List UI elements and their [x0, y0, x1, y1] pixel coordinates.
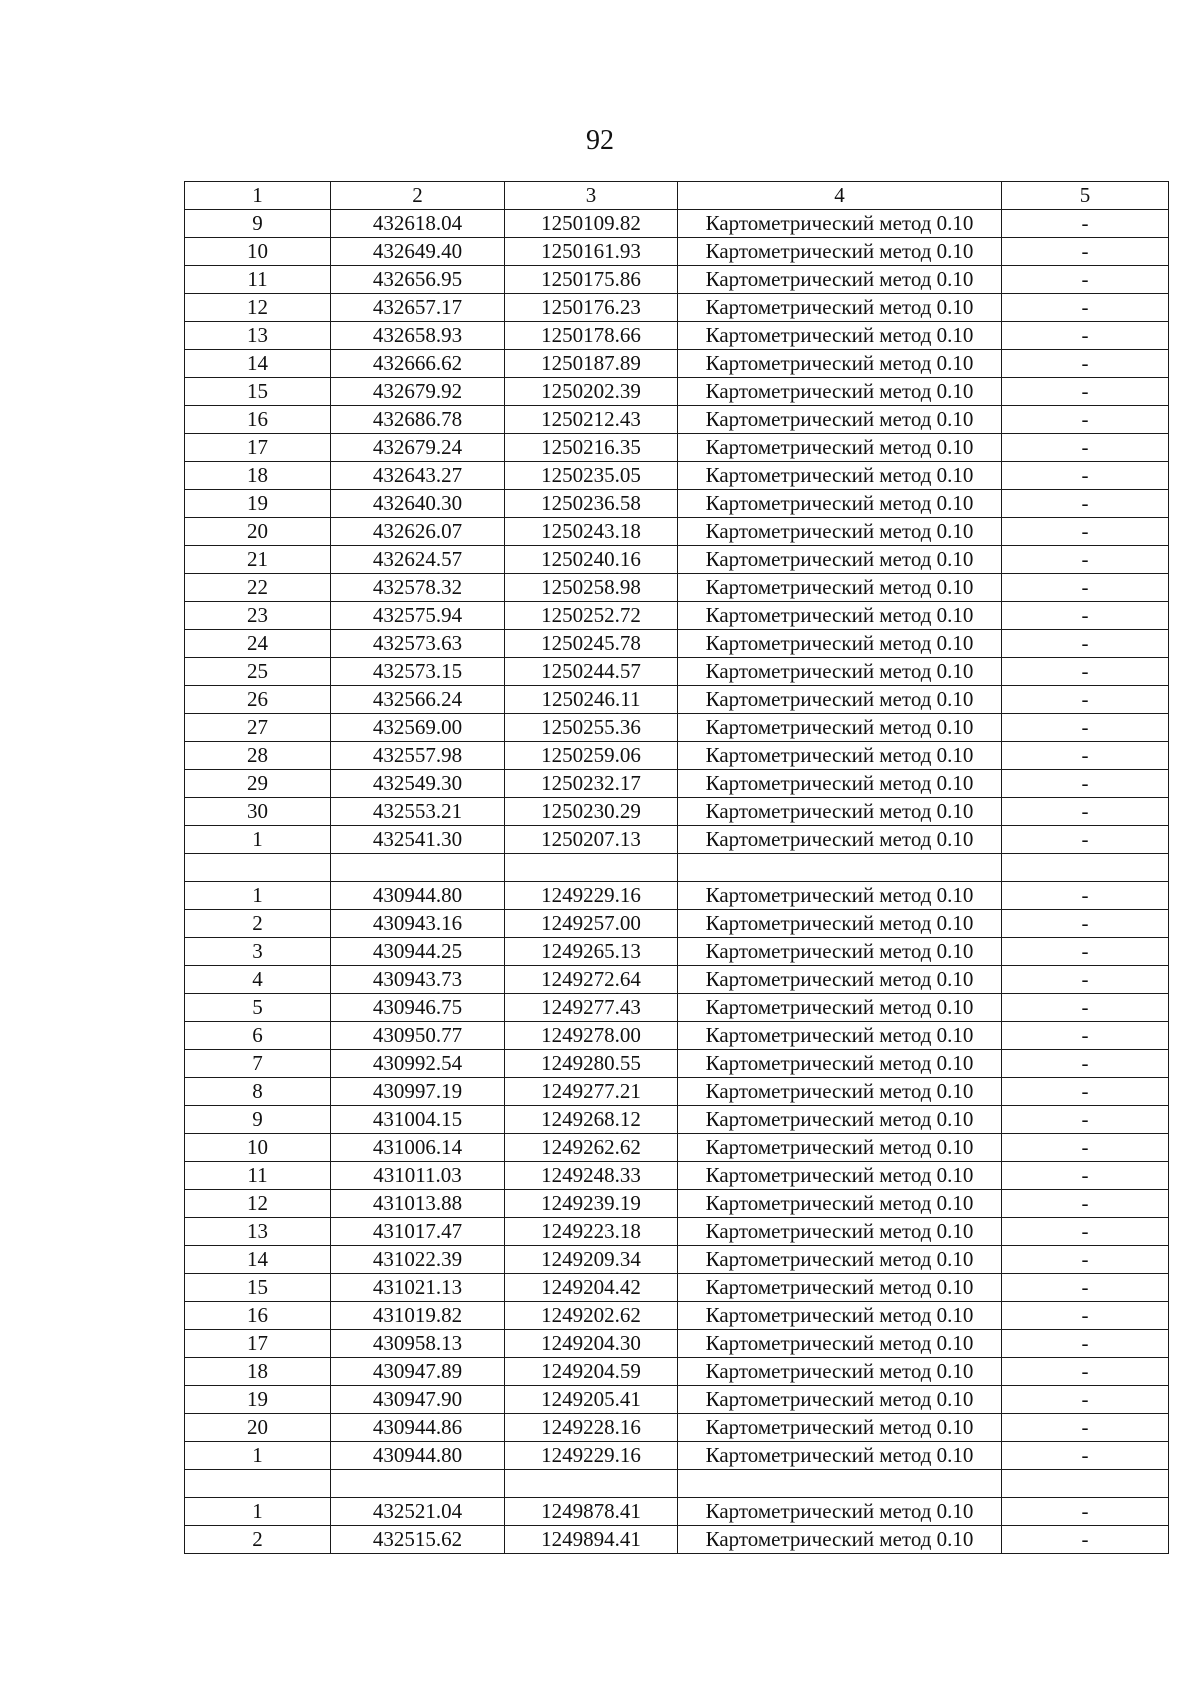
point-number-cell: 18 [185, 1358, 331, 1386]
x-coordinate-cell: 431022.39 [331, 1246, 505, 1274]
table-row [185, 490, 1169, 518]
note-cell: - [1002, 686, 1169, 714]
y-coordinate-cell: 1250212.43 [505, 406, 678, 434]
point-number-cell: 7 [185, 1050, 331, 1078]
table-row [185, 350, 1169, 378]
x-coordinate-cell: 432658.93 [331, 322, 505, 350]
y-coordinate-cell: 1249248.33 [505, 1162, 678, 1190]
table-row [185, 406, 1169, 434]
table-row [185, 1498, 1169, 1526]
point-number-cell: 1 [185, 1498, 331, 1526]
method-cell: Картометрический метод 0.10 [678, 602, 1002, 630]
note-cell: - [1002, 1330, 1169, 1358]
point-number-cell: 8 [185, 1078, 331, 1106]
x-coordinate-cell: 432573.15 [331, 658, 505, 686]
x-coordinate-cell: 432578.32 [331, 574, 505, 602]
note-cell: - [1002, 1414, 1169, 1442]
note-cell: - [1002, 1386, 1169, 1414]
table-row [185, 1246, 1169, 1274]
point-number-cell: 22 [185, 574, 331, 602]
x-coordinate-cell: 430958.13 [331, 1330, 505, 1358]
method-cell: Картометрический метод 0.10 [678, 882, 1002, 910]
table-row [185, 1386, 1169, 1414]
x-coordinate-cell: 430947.89 [331, 1358, 505, 1386]
header-cell: 2 [331, 182, 505, 210]
note-cell: - [1002, 714, 1169, 742]
y-coordinate-cell: 1249280.55 [505, 1050, 678, 1078]
note-cell [1002, 1470, 1169, 1498]
y-coordinate-cell: 1250245.78 [505, 630, 678, 658]
method-cell: Картометрический метод 0.10 [678, 546, 1002, 574]
y-coordinate-cell: 1250230.29 [505, 798, 678, 826]
coordinates-table [184, 181, 1169, 1554]
point-number-cell: 15 [185, 378, 331, 406]
table-body [185, 182, 1169, 1554]
point-number-cell: 12 [185, 294, 331, 322]
note-cell: - [1002, 322, 1169, 350]
table-row [185, 826, 1169, 854]
x-coordinate-cell: 430992.54 [331, 1050, 505, 1078]
point-number-cell [185, 854, 331, 882]
y-coordinate-cell: 1249277.21 [505, 1078, 678, 1106]
y-coordinate-cell: 1249278.00 [505, 1022, 678, 1050]
method-cell: Картометрический метод 0.10 [678, 574, 1002, 602]
point-number-cell: 20 [185, 518, 331, 546]
point-number-cell: 17 [185, 434, 331, 462]
x-coordinate-cell: 431011.03 [331, 1162, 505, 1190]
table-row [185, 434, 1169, 462]
method-cell: Картометрический метод 0.10 [678, 1218, 1002, 1246]
note-cell: - [1002, 1134, 1169, 1162]
point-number-cell: 17 [185, 1330, 331, 1358]
note-cell: - [1002, 238, 1169, 266]
method-cell: Картометрический метод 0.10 [678, 434, 1002, 462]
note-cell: - [1002, 966, 1169, 994]
point-number-cell: 4 [185, 966, 331, 994]
y-coordinate-cell: 1250259.06 [505, 742, 678, 770]
x-coordinate-cell: 432521.04 [331, 1498, 505, 1526]
point-number-cell: 9 [185, 210, 331, 238]
x-coordinate-cell: 430997.19 [331, 1078, 505, 1106]
x-coordinate-cell: 431021.13 [331, 1274, 505, 1302]
point-number-cell: 24 [185, 630, 331, 658]
x-coordinate-cell: 432566.24 [331, 686, 505, 714]
method-cell: Картометрический метод 0.10 [678, 938, 1002, 966]
point-number-cell: 13 [185, 322, 331, 350]
table-header-row [185, 182, 1169, 210]
x-coordinate-cell: 432657.17 [331, 294, 505, 322]
table-row [185, 210, 1169, 238]
table-row [185, 1162, 1169, 1190]
method-cell: Картометрический метод 0.10 [678, 1414, 1002, 1442]
point-number-cell: 13 [185, 1218, 331, 1246]
method-cell [678, 854, 1002, 882]
point-number-cell: 29 [185, 770, 331, 798]
point-number-cell: 15 [185, 1274, 331, 1302]
method-cell: Картометрический метод 0.10 [678, 378, 1002, 406]
table-row [185, 546, 1169, 574]
y-coordinate-cell: 1249204.30 [505, 1330, 678, 1358]
y-coordinate-cell: 1250176.23 [505, 294, 678, 322]
y-coordinate-cell: 1250207.13 [505, 826, 678, 854]
x-coordinate-cell: 432640.30 [331, 490, 505, 518]
note-cell: - [1002, 770, 1169, 798]
x-coordinate-cell: 432515.62 [331, 1526, 505, 1554]
x-coordinate-cell [331, 854, 505, 882]
x-coordinate-cell: 432573.63 [331, 630, 505, 658]
note-cell: - [1002, 1302, 1169, 1330]
method-cell: Картометрический метод 0.10 [678, 1442, 1002, 1470]
method-cell: Картометрический метод 0.10 [678, 462, 1002, 490]
note-cell: - [1002, 1190, 1169, 1218]
y-coordinate-cell: 1249239.19 [505, 1190, 678, 1218]
table-row [185, 938, 1169, 966]
x-coordinate-cell: 432626.07 [331, 518, 505, 546]
x-coordinate-cell: 430944.86 [331, 1414, 505, 1442]
table-row [185, 1190, 1169, 1218]
y-coordinate-cell: 1249229.16 [505, 1442, 678, 1470]
point-number-cell: 5 [185, 994, 331, 1022]
method-cell: Картометрический метод 0.10 [678, 490, 1002, 518]
y-coordinate-cell: 1250236.58 [505, 490, 678, 518]
header-cell: 3 [505, 182, 678, 210]
x-coordinate-cell: 432656.95 [331, 266, 505, 294]
y-coordinate-cell: 1249223.18 [505, 1218, 678, 1246]
x-coordinate-cell: 432549.30 [331, 770, 505, 798]
note-cell: - [1002, 938, 1169, 966]
y-coordinate-cell: 1250178.66 [505, 322, 678, 350]
note-cell: - [1002, 742, 1169, 770]
x-coordinate-cell: 430946.75 [331, 994, 505, 1022]
y-coordinate-cell [505, 1470, 678, 1498]
x-coordinate-cell: 432679.24 [331, 434, 505, 462]
point-number-cell: 16 [185, 1302, 331, 1330]
table-row [185, 602, 1169, 630]
method-cell: Картометрический метод 0.10 [678, 798, 1002, 826]
y-coordinate-cell: 1250109.82 [505, 210, 678, 238]
x-coordinate-cell: 431013.88 [331, 1190, 505, 1218]
y-coordinate-cell: 1249277.43 [505, 994, 678, 1022]
x-coordinate-cell: 432686.78 [331, 406, 505, 434]
table-row [185, 1022, 1169, 1050]
table-row [185, 1358, 1169, 1386]
note-cell: - [1002, 658, 1169, 686]
note-cell: - [1002, 630, 1169, 658]
method-cell: Картометрический метод 0.10 [678, 826, 1002, 854]
x-coordinate-cell: 432624.57 [331, 546, 505, 574]
method-cell: Картометрический метод 0.10 [678, 1274, 1002, 1302]
method-cell: Картометрический метод 0.10 [678, 770, 1002, 798]
point-number-cell: 11 [185, 266, 331, 294]
table-row [185, 238, 1169, 266]
table-row [185, 518, 1169, 546]
table-row [185, 882, 1169, 910]
x-coordinate-cell: 432618.04 [331, 210, 505, 238]
method-cell: Картометрический метод 0.10 [678, 910, 1002, 938]
note-cell: - [1002, 1022, 1169, 1050]
x-coordinate-cell: 432666.62 [331, 350, 505, 378]
method-cell: Картометрический метод 0.10 [678, 966, 1002, 994]
note-cell: - [1002, 1218, 1169, 1246]
method-cell: Картометрический метод 0.10 [678, 1162, 1002, 1190]
x-coordinate-cell: 432553.21 [331, 798, 505, 826]
method-cell: Картометрический метод 0.10 [678, 1330, 1002, 1358]
y-coordinate-cell: 1250246.11 [505, 686, 678, 714]
point-number-cell: 19 [185, 490, 331, 518]
x-coordinate-cell: 431019.82 [331, 1302, 505, 1330]
method-cell: Картометрический метод 0.10 [678, 1190, 1002, 1218]
x-coordinate-cell: 432541.30 [331, 826, 505, 854]
method-cell: Картометрический метод 0.10 [678, 1386, 1002, 1414]
y-coordinate-cell: 1250202.39 [505, 378, 678, 406]
point-number-cell: 30 [185, 798, 331, 826]
point-number-cell: 6 [185, 1022, 331, 1050]
method-cell: Картометрический метод 0.10 [678, 1246, 1002, 1274]
note-cell: - [1002, 294, 1169, 322]
table-row [185, 378, 1169, 406]
point-number-cell: 21 [185, 546, 331, 574]
method-cell: Картометрический метод 0.10 [678, 686, 1002, 714]
y-coordinate-cell: 1250240.16 [505, 546, 678, 574]
x-coordinate-cell [331, 1470, 505, 1498]
point-number-cell [185, 1470, 331, 1498]
note-cell: - [1002, 406, 1169, 434]
y-coordinate-cell: 1250161.93 [505, 238, 678, 266]
point-number-cell: 1 [185, 882, 331, 910]
method-cell: Картометрический метод 0.10 [678, 1134, 1002, 1162]
table-row [185, 798, 1169, 826]
y-coordinate-cell: 1250232.17 [505, 770, 678, 798]
y-coordinate-cell: 1250244.57 [505, 658, 678, 686]
note-cell: - [1002, 1050, 1169, 1078]
y-coordinate-cell: 1250216.35 [505, 434, 678, 462]
point-number-cell: 18 [185, 462, 331, 490]
method-cell: Картометрический метод 0.10 [678, 1302, 1002, 1330]
y-coordinate-cell: 1249228.16 [505, 1414, 678, 1442]
x-coordinate-cell: 431006.14 [331, 1134, 505, 1162]
x-coordinate-cell: 432643.27 [331, 462, 505, 490]
point-number-cell: 14 [185, 350, 331, 378]
x-coordinate-cell: 430944.80 [331, 1442, 505, 1470]
point-number-cell: 20 [185, 1414, 331, 1442]
table-row [185, 1218, 1169, 1246]
x-coordinate-cell: 430944.80 [331, 882, 505, 910]
note-cell: - [1002, 1442, 1169, 1470]
table-row [185, 574, 1169, 602]
point-number-cell: 9 [185, 1106, 331, 1134]
note-cell: - [1002, 1358, 1169, 1386]
note-cell: - [1002, 434, 1169, 462]
note-cell [1002, 854, 1169, 882]
table-row [185, 630, 1169, 658]
y-coordinate-cell: 1249257.00 [505, 910, 678, 938]
method-cell: Картометрический метод 0.10 [678, 266, 1002, 294]
y-coordinate-cell: 1250252.72 [505, 602, 678, 630]
method-cell: Картометрический метод 0.10 [678, 1078, 1002, 1106]
point-number-cell: 2 [185, 910, 331, 938]
y-coordinate-cell: 1249894.41 [505, 1526, 678, 1554]
x-coordinate-cell: 431004.15 [331, 1106, 505, 1134]
y-coordinate-cell: 1249229.16 [505, 882, 678, 910]
table-row [185, 994, 1169, 1022]
y-coordinate-cell: 1250175.86 [505, 266, 678, 294]
note-cell: - [1002, 882, 1169, 910]
method-cell: Картометрический метод 0.10 [678, 1498, 1002, 1526]
note-cell: - [1002, 546, 1169, 574]
point-number-cell: 14 [185, 1246, 331, 1274]
method-cell [678, 1470, 1002, 1498]
point-number-cell: 12 [185, 1190, 331, 1218]
point-number-cell: 11 [185, 1162, 331, 1190]
method-cell: Картометрический метод 0.10 [678, 238, 1002, 266]
table-row [185, 266, 1169, 294]
point-number-cell: 10 [185, 238, 331, 266]
method-cell: Картометрический метод 0.10 [678, 1358, 1002, 1386]
point-number-cell: 3 [185, 938, 331, 966]
point-number-cell: 19 [185, 1386, 331, 1414]
table-row [185, 742, 1169, 770]
note-cell: - [1002, 910, 1169, 938]
table-row [185, 714, 1169, 742]
y-coordinate-cell: 1250258.98 [505, 574, 678, 602]
page-number: 92 [586, 125, 614, 156]
y-coordinate-cell [505, 854, 678, 882]
y-coordinate-cell: 1250255.36 [505, 714, 678, 742]
y-coordinate-cell: 1249205.41 [505, 1386, 678, 1414]
method-cell: Картометрический метод 0.10 [678, 742, 1002, 770]
table-row [185, 1078, 1169, 1106]
note-cell: - [1002, 826, 1169, 854]
method-cell: Картометрический метод 0.10 [678, 210, 1002, 238]
point-number-cell: 26 [185, 686, 331, 714]
method-cell: Картометрический метод 0.10 [678, 994, 1002, 1022]
x-coordinate-cell: 430950.77 [331, 1022, 505, 1050]
table-row [185, 658, 1169, 686]
point-number-cell: 25 [185, 658, 331, 686]
table-row [185, 854, 1169, 882]
table-row [185, 1050, 1169, 1078]
method-cell: Картометрический метод 0.10 [678, 518, 1002, 546]
note-cell: - [1002, 1162, 1169, 1190]
point-number-cell: 10 [185, 1134, 331, 1162]
x-coordinate-cell: 432649.40 [331, 238, 505, 266]
note-cell: - [1002, 490, 1169, 518]
method-cell: Картометрический метод 0.10 [678, 350, 1002, 378]
y-coordinate-cell: 1250235.05 [505, 462, 678, 490]
y-coordinate-cell: 1249878.41 [505, 1498, 678, 1526]
table-row [185, 1414, 1169, 1442]
point-number-cell: 2 [185, 1526, 331, 1554]
note-cell: - [1002, 798, 1169, 826]
table-row [185, 686, 1169, 714]
y-coordinate-cell: 1249265.13 [505, 938, 678, 966]
note-cell: - [1002, 350, 1169, 378]
note-cell: - [1002, 210, 1169, 238]
note-cell: - [1002, 574, 1169, 602]
y-coordinate-cell: 1249268.12 [505, 1106, 678, 1134]
table-row [185, 910, 1169, 938]
x-coordinate-cell: 430943.73 [331, 966, 505, 994]
header-cell: 5 [1002, 182, 1169, 210]
x-coordinate-cell: 432679.92 [331, 378, 505, 406]
table-row [185, 1470, 1169, 1498]
note-cell: - [1002, 378, 1169, 406]
x-coordinate-cell: 430944.25 [331, 938, 505, 966]
table-row [185, 1526, 1169, 1554]
table-row [185, 322, 1169, 350]
y-coordinate-cell: 1249204.42 [505, 1274, 678, 1302]
x-coordinate-cell: 432575.94 [331, 602, 505, 630]
note-cell: - [1002, 1078, 1169, 1106]
y-coordinate-cell: 1249202.62 [505, 1302, 678, 1330]
x-coordinate-cell: 431017.47 [331, 1218, 505, 1246]
y-coordinate-cell: 1249272.64 [505, 966, 678, 994]
method-cell: Картометрический метод 0.10 [678, 322, 1002, 350]
x-coordinate-cell: 430943.16 [331, 910, 505, 938]
point-number-cell: 28 [185, 742, 331, 770]
point-number-cell: 16 [185, 406, 331, 434]
table-row [185, 1106, 1169, 1134]
note-cell: - [1002, 1526, 1169, 1554]
method-cell: Картометрический метод 0.10 [678, 1526, 1002, 1554]
y-coordinate-cell: 1249204.59 [505, 1358, 678, 1386]
note-cell: - [1002, 266, 1169, 294]
note-cell: - [1002, 1498, 1169, 1526]
note-cell: - [1002, 462, 1169, 490]
method-cell: Картометрический метод 0.10 [678, 406, 1002, 434]
method-cell: Картометрический метод 0.10 [678, 294, 1002, 322]
point-number-cell: 23 [185, 602, 331, 630]
point-number-cell: 1 [185, 826, 331, 854]
x-coordinate-cell: 430947.90 [331, 1386, 505, 1414]
method-cell: Картометрический метод 0.10 [678, 658, 1002, 686]
point-number-cell: 1 [185, 1442, 331, 1470]
method-cell: Картометрический метод 0.10 [678, 714, 1002, 742]
method-cell: Картометрический метод 0.10 [678, 1106, 1002, 1134]
point-number-cell: 27 [185, 714, 331, 742]
table-row [185, 462, 1169, 490]
y-coordinate-cell: 1249262.62 [505, 1134, 678, 1162]
y-coordinate-cell: 1249209.34 [505, 1246, 678, 1274]
note-cell: - [1002, 1246, 1169, 1274]
header-cell: 4 [678, 182, 1002, 210]
note-cell: - [1002, 1274, 1169, 1302]
y-coordinate-cell: 1250243.18 [505, 518, 678, 546]
method-cell: Картометрический метод 0.10 [678, 630, 1002, 658]
table-row [185, 1302, 1169, 1330]
table-row [185, 1274, 1169, 1302]
note-cell: - [1002, 1106, 1169, 1134]
header-cell: 1 [185, 182, 331, 210]
table-row [185, 294, 1169, 322]
y-coordinate-cell: 1250187.89 [505, 350, 678, 378]
note-cell: - [1002, 602, 1169, 630]
table-row [185, 1330, 1169, 1358]
method-cell: Картометрический метод 0.10 [678, 1050, 1002, 1078]
table-row [185, 966, 1169, 994]
table-row [185, 770, 1169, 798]
x-coordinate-cell: 432557.98 [331, 742, 505, 770]
method-cell: Картометрический метод 0.10 [678, 1022, 1002, 1050]
table-row [185, 1134, 1169, 1162]
table-row [185, 1442, 1169, 1470]
note-cell: - [1002, 994, 1169, 1022]
note-cell: - [1002, 518, 1169, 546]
x-coordinate-cell: 432569.00 [331, 714, 505, 742]
